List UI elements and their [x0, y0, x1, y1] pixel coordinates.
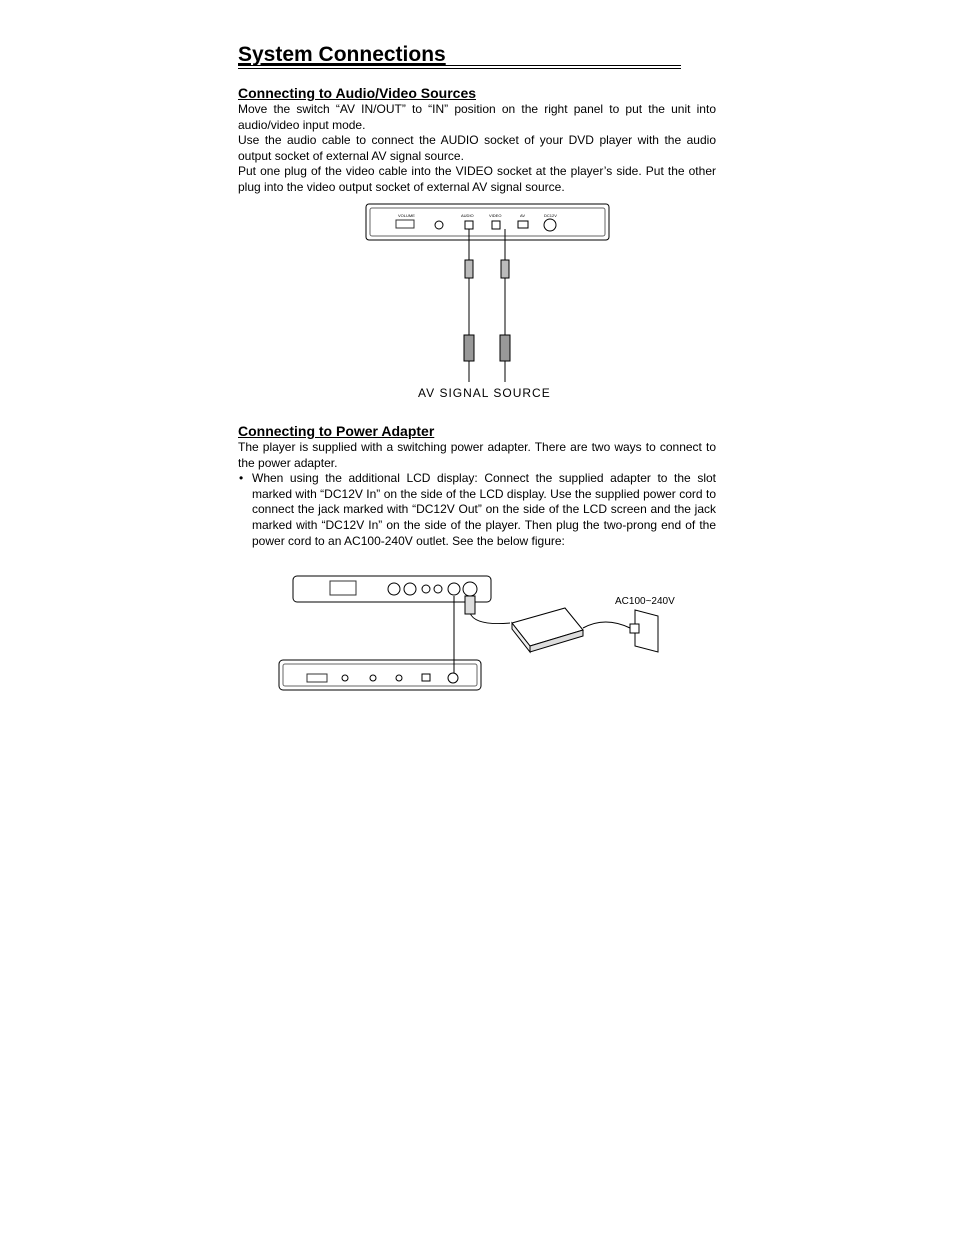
paragraph: Put one plug of the video cable into the VIDEO socket at the player’s side. Put the other plug into the video output socket of external AV signal source.: [238, 164, 716, 194]
paragraph: The player is supplied with a switching power adapter. There are two ways to connect to the power adapter.: [238, 440, 716, 470]
av-connection-figure: [362, 200, 612, 405]
bullet-list: [238, 471, 716, 549]
section-heading-power: Connecting to Power Adapter: [238, 423, 435, 439]
paragraph: Move the switch “AV IN/OUT” to “IN” position on the right panel to put the unit into audio/video input mode.: [238, 102, 716, 132]
power-adapter-brick: [512, 608, 583, 652]
wall-outlet: [583, 610, 658, 652]
panel-label-av: AV: [520, 213, 526, 218]
panel-label-video: VIDEO: [489, 213, 502, 218]
panel-label-dc12v: DC12V: [544, 213, 557, 218]
section-heading-av: Connecting to Audio/Video Sources: [238, 85, 477, 101]
section-av-sources: [238, 84, 716, 196]
paragraph: Use the audio cable to connect the AUDIO socket of your DVD player with the audio output socket of external AV signal source.: [238, 133, 716, 163]
voltage-label: AC100~240V: [615, 596, 675, 607]
section-power-adapter: [238, 422, 716, 549]
page-title: System Connections: [238, 43, 446, 66]
player-panel-bottom: [279, 660, 481, 690]
player-side-panel: [366, 204, 609, 240]
bullet-icon: •: [239, 471, 244, 486]
av-signal-source-label: AV SIGNAL SOURCE: [418, 386, 551, 400]
video-cable: [500, 229, 510, 382]
lcd-display-panel: [293, 576, 491, 602]
list-item: [238, 471, 716, 549]
panel-label-volume: VOLUME: [398, 213, 415, 218]
title-rule: [238, 65, 681, 69]
title-block: [238, 40, 681, 70]
panel-label-audio: AUDIO: [461, 213, 474, 218]
power-cords: [454, 596, 510, 673]
list-item-text: When using the additional LCD display: Connect the supplied adapter to the slot marked with “DC12V In” on the side of the LCD display. Use the supplied power cord to connect the jack marked with “DC12V Out” on the side of the LCD screen and the jack marked with “DC12V In” on the side of the player. Then plug the two-prong end of the power cord to an AC100-240V outlet. See the below figure:: [252, 471, 716, 548]
audio-cable: [464, 229, 474, 382]
power-adapter-figure: [275, 568, 695, 696]
